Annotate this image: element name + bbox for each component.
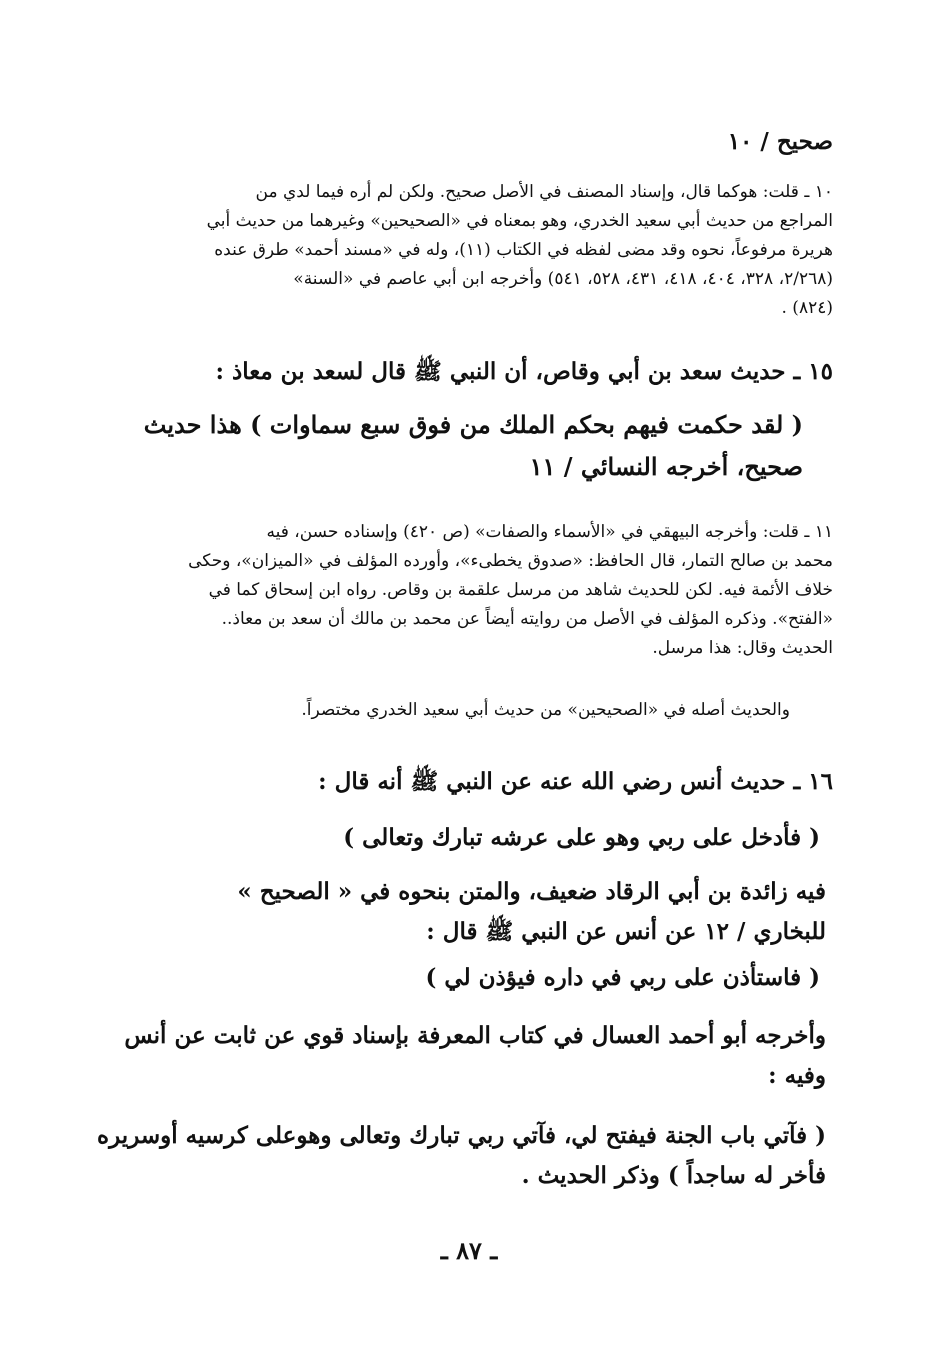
- hadith-16-quote-1: [160, 818, 820, 858]
- hadith-15-line: صحيح، أخرجه النسائي / ١١: [529, 452, 803, 481]
- footnote-10-line: المراجع من حديث أبي سعيد الخدري، وهو بمعناه في «الصحيحين» وغيرهما من حديث أبي: [206, 211, 833, 231]
- header-text: صحيح / ١٠: [727, 128, 833, 155]
- footnote-11-note: [160, 696, 790, 725]
- footnote-10-line: ١٠ ـ قلت: هوكما قال، وإسناد المصنف في الأصل صحيح. ولكن لم أره فيما لدي من: [255, 182, 833, 202]
- hadith-16-quote-2: [160, 958, 820, 998]
- hadith-15-line: ( لقد حكمت فيهم بحكم الملك من فوق سبع سماوات ) هذا حديث: [143, 410, 803, 439]
- section-heading: [160, 122, 833, 162]
- hadith-15-text: [143, 404, 803, 488]
- footnote-11: [160, 518, 833, 663]
- footnote-10: [160, 178, 833, 323]
- paragraph-1-line: للبخاري / ١٢ عن أنس عن النبي ﷺ قال :: [426, 918, 826, 945]
- footnote-11-line: الحديث وقال: هذا مرسل.: [652, 638, 833, 658]
- hadith-15-intro-text: ١٥ ـ حديث سعد بن أبي وقاص، أن النبي ﷺ قال لسعد بن معاذ :: [215, 358, 833, 385]
- quote-1-text: ( فأدخل على ربي وهو على عرشه تبارك وتعالى ): [343, 824, 820, 851]
- hadith-16-paragraph-2: [124, 1016, 826, 1096]
- footnote-11-line: «الفتح». وذكره المؤلف في الأصل من روايته أيضاً عن محمد بن مالك أن سعد بن معاذ..: [221, 609, 833, 629]
- footnote-10-line: (٨٢٤) .: [781, 298, 833, 318]
- hadith-16-quote-3: [97, 1116, 826, 1196]
- footnote-10-line: (٢/٢٦٨، ٣٢٨، ٤٠٤، ٤١٨، ٤٣١، ٥٢٨، ٥٤١) وأخرجه ابن أبي عاصم في «السنة»: [293, 269, 833, 289]
- footnote-11-line: محمد بن صالح التمار، قال الحافظ: «صدوق يخطىء»، وأورده المؤلف في «الميزان»، وحكى: [188, 551, 833, 571]
- quote-3-line: فأخر له ساجداً ) وذكر الحديث .: [521, 1162, 826, 1189]
- quote-3-line: ( فآتي باب الجنة فيفتح لي، فآتي ربي تبارك وتعالى وهوعلى كرسيه أوسريره: [97, 1122, 826, 1149]
- hadith-15-intro: [160, 352, 833, 392]
- paragraph-2-line: وفيه :: [768, 1062, 826, 1089]
- hadith-16-intro-text: ١٦ ـ حديث أنس رضي الله عنه عن النبي ﷺ أنه قال :: [318, 768, 833, 795]
- footnote-10-line: هريرة مرفوعاً، نحوه وقد مضى لفظه في الكتاب (١١)، وله في «مسند أحمد» طرق عنده: [214, 240, 833, 260]
- footnote-11-note-text: والحديث أصله في «الصحيحين» من حديث أبي سعيد الخدري مختصراً.: [301, 700, 790, 720]
- hadith-16-intro: [160, 762, 833, 802]
- footnote-11-line: ١١ ـ قلت: وأخرجه البيهقي في «الأسماء والصفات» (ص ٤٢٠) وإسناده حسن، فيه: [266, 522, 833, 542]
- footnote-11-line: خلاف الأئمة فيه. لكن للحديث شاهد من مرسل علقمة بن وقاص. رواه ابن إسحاق كما في: [208, 580, 833, 600]
- hadith-16-paragraph-1: [160, 872, 826, 952]
- paragraph-1-line: فيه زائدة بن أبي الرقاد ضعيف، والمتن بنحوه في « الصحيح »: [237, 878, 826, 905]
- page-number: ـ ٨٧ ـ: [440, 1236, 498, 1265]
- paragraph-2-line: وأخرجه أبو أحمد العسال في كتاب المعرفة بإسناد قوي عن ثابت عن أنس: [124, 1022, 826, 1049]
- quote-2-text: ( فاستأذن على ربي في داره فيؤذن لي ): [425, 964, 820, 991]
